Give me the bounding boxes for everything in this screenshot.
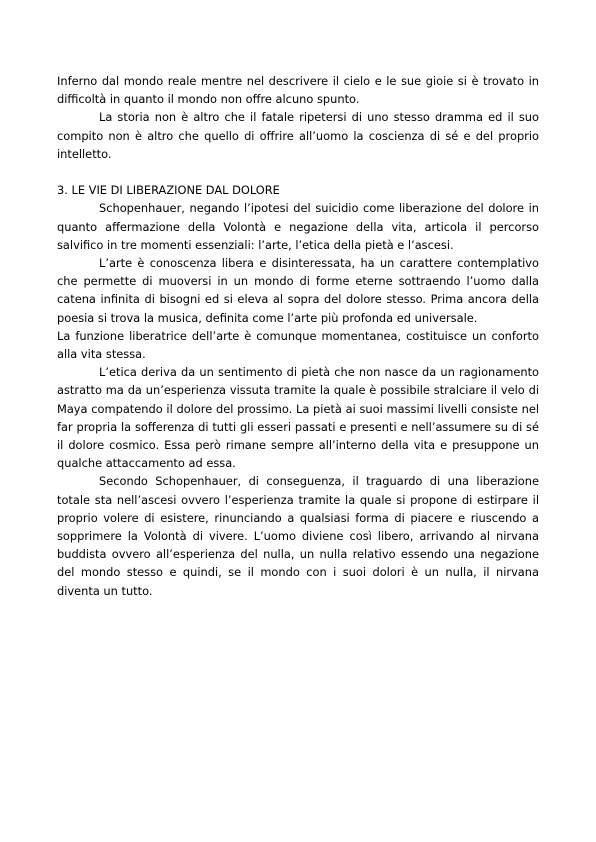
paragraph-schopenhauer-suicidio: Schopenhauer, negando l’ipotesi del suicidio come liberazione del dolore in quanto affermazione della Volontà e negazione della vita, articola il percorso salvifico in tre momenti essenziali: l’arte, l’etica della pietà e l’ascesi.: [57, 201, 539, 252]
document-body: [57, 72, 539, 600]
paragraph-funzione-liberatrice: La funzione liberatrice dell’arte è comunque momentanea, costituisce un conforto alla vita stessa.: [57, 328, 539, 362]
paragraph-arte: L’arte è conoscenza libera e disinteressata, ha un carattere contemplativo che permette di muoversi in un mondo di forme eterne sottraendo l’uomo dalla catena infinita di bisogni ed si eleva al sopra del dolore stesso. Prima ancora della poesia si trova la musica, definita come l’arte più profonda ed universale.: [57, 256, 539, 325]
paragraph-gap: [57, 163, 539, 181]
paragraph-storia: La storia non è altro che il fatale ripetersi di uno stesso dramma ed il suo compito non è altro che quello di offrire all’uomo la coscienza di sé e del proprio intelletto.: [57, 110, 539, 161]
paragraph-inferno: Inferno dal mondo reale mentre nel descrivere il cielo e le sue gioie si è trovato in difficoltà in quanto il mondo non offre alcuno spunto.: [57, 74, 539, 107]
section-heading: 3. LE VIE DI LIBERAZIONE DAL DOLORE: [57, 183, 280, 198]
paragraph-ascesi: Secondo Schopenhauer, di conseguenza, il traguardo di una liberazione totale sta nell’ascesi ovvero l’esperienza tramite la quale si propone di estirpare il proprio volere di esistere, rinunciando a qualsiasi forma di piacere e riuscendo a sopprimere la Volontà di vivere. L’uomo diviene così libero, arrivando al nirvana buddista ovvero all’esperienza del nulla, un nulla relativo essendo una negazione del mondo stesso e quindi, se il mondo con i suoi dolori è un nulla, il nirvana diventa un tutto.: [57, 474, 539, 598]
paragraph-etica: L’etica deriva da un sentimento di pietà che non nasce da un ragionamento astratto ma da un’esperienza vissuta tramite la quale è possibile stralciare il velo di Maya compatendo il dolore del prossimo. La pietà ai suoi massimi livelli consiste nel far propria la sofferenza di tutti gli esseri passati e presenti e nell’assumere su di sé il dolore cosmico. Essa però rimane sempre all’interno della vita e presuppone un qualche attaccamento ad essa.: [57, 365, 539, 471]
